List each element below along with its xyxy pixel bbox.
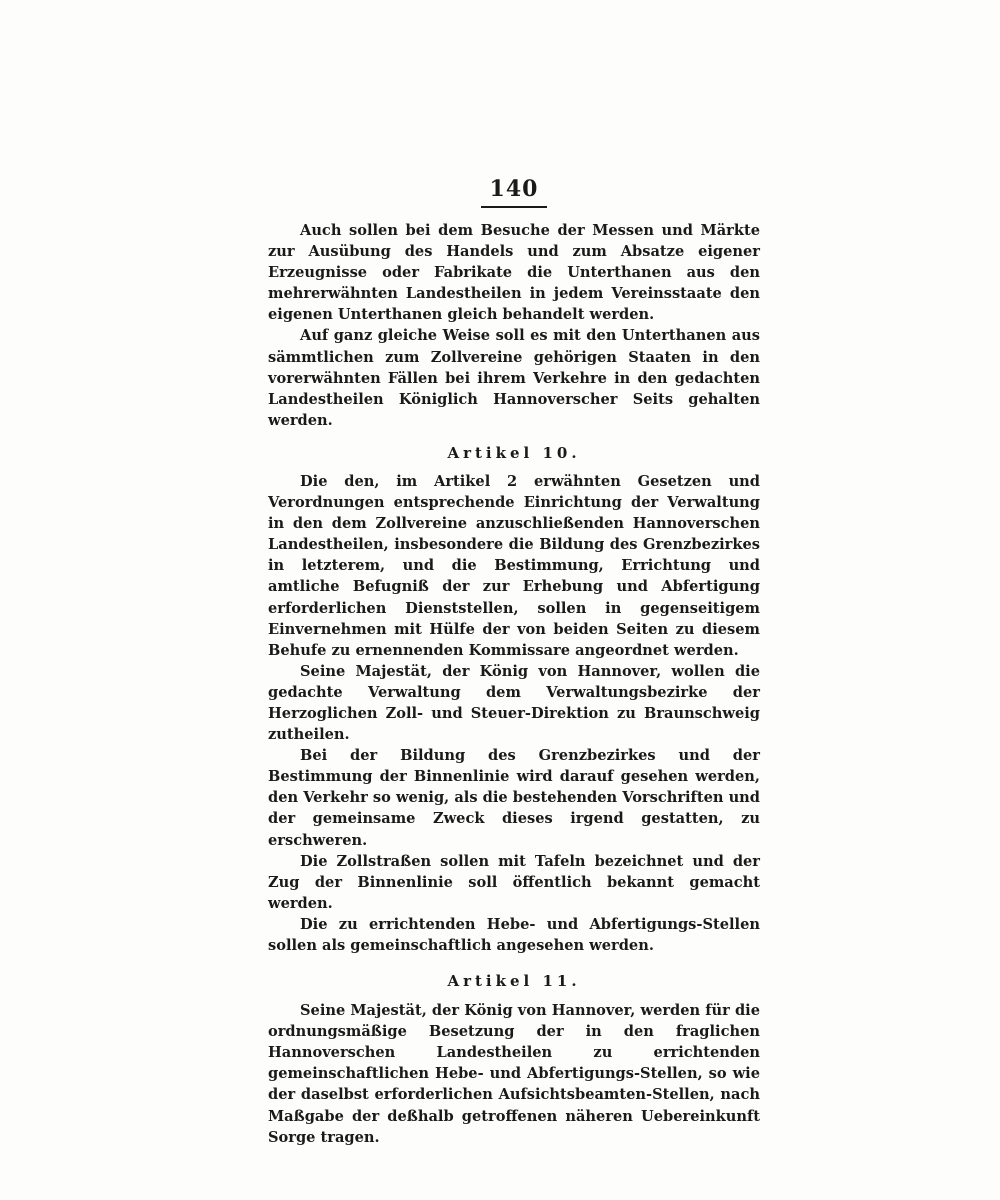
- page-number-rule: [481, 206, 547, 208]
- paragraph: Die den, im Artikel 2 erwähnten Gesetzen und Verordnungen entsprechende Einrichtung der Verwaltung in den dem Zollvereine anzuschließenden Hannoverschen Landestheilen, insbesondere die Bildung des Grenzbezirkes in letzterem, und die Bestimmung, Errichtung und amtliche Befugniß der zur Erhebung und Abfertigung erforderlichen Dienststellen, sollen in gegenseitigem Einvernehmen mit Hülfe der von beiden Seiten zu diesem Behufe zu ernennenden Kommissare angeordnet werden.: [268, 472, 760, 659]
- page-text-block: [268, 176, 760, 1148]
- article-11-heading: Artikel 11.: [447, 972, 581, 991]
- paragraph: Bei der Bildung des Grenzbezirkes und der Bestimmung der Binnenlinie wird darauf gesehen werden, den Verkehr so wenig, als die bestehenden Vorschriften und der gemeinsame Zweck dieses irgend gestatten, zu erschweren.: [268, 747, 760, 849]
- page-number: 140: [489, 176, 539, 202]
- paragraph: Die zu errichtenden Hebe- und Abfertigungs-Stellen sollen als gemeinschaftlich angesehen werden.: [268, 915, 760, 954]
- article-10-heading: Artikel 10.: [447, 443, 581, 462]
- paragraph: Die Zollstraßen sollen mit Tafeln bezeichnet und der Zug der Binnenlinie soll öffentlich bekannt gemacht werden.: [268, 852, 760, 912]
- paragraph: Seine Majestät, der König von Hannover, wollen die gedachte Verwaltung dem Verwaltungsbezirke der Herzoglichen Zoll- und Steuer-Direktion zu Braunschweig zutheilen.: [268, 662, 760, 744]
- paragraph: Seine Majestät, der König von Hannover, werden für die ordnungsmäßige Besetzung der in den fraglichen Hannoverschen Landestheilen zu errichtenden gemeinschaftlichen Hebe- und Abfertigungs-Stellen, so wie der daselbst erforderlichen Aufsichtsbeamten-Stellen, nach Maßgabe der deßhalb getroffenen näheren Uebereinkunft Sorge tragen.: [268, 1002, 760, 1146]
- paragraph: Auch sollen bei dem Besuche der Messen und Märkte zur Ausübung des Handels und zum Absatze eigener Erzeugnisse oder Fabrikate die Unterthanen aus den mehrerwähnten Landestheilen in jedem Vereinsstaate den eigenen Unterthanen gleich behandelt werden.: [268, 222, 760, 324]
- paragraph: Auf ganz gleiche Weise soll es mit den Unterthanen aus sämmtlichen zum Zollvereine gehörigen Staaten in den vorerwähnten Fällen bei ihrem Verkehre in den gedachten Landestheilen Königlich Hannoverscher Seits gehalten werden.: [268, 327, 760, 429]
